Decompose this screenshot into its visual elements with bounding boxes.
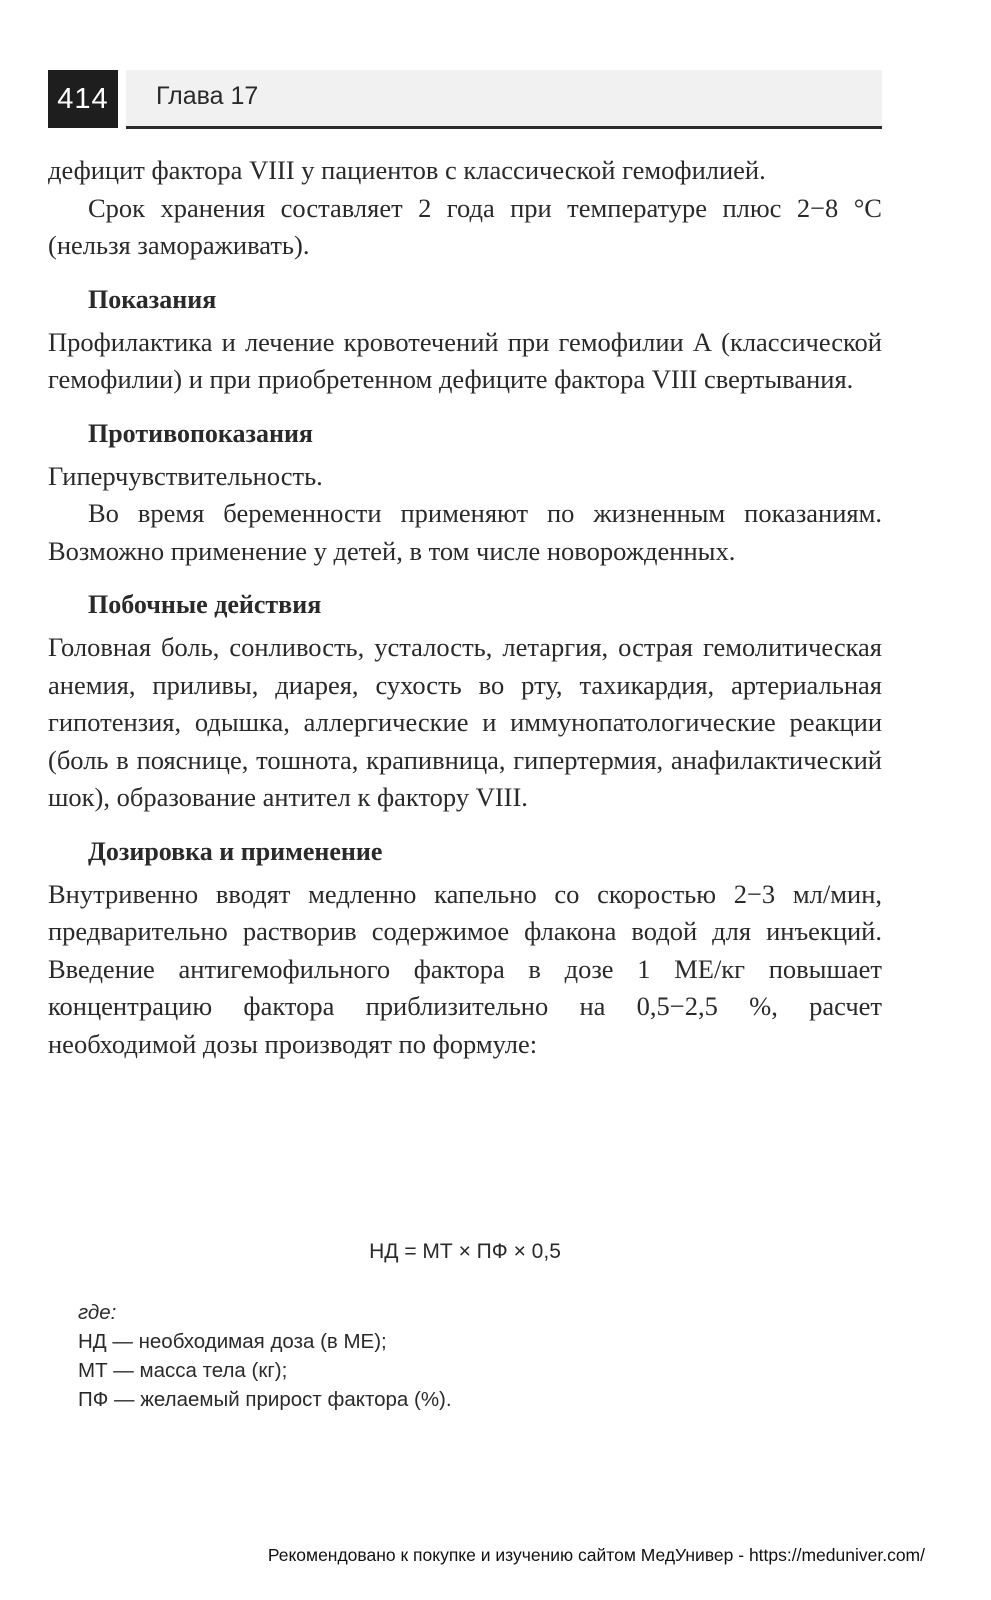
paragraph: Профилактика и лечение кровотечений при гемофилии А (классической гемофилии) и при приобретенном дефиците фактора VIII свертывания. bbox=[48, 326, 882, 394]
paragraph: Срок хранения составляет 2 года при температуре плюс 2−8 °С (нельзя замораживать). bbox=[48, 192, 882, 260]
section-heading-dosage: Дозировка и применение bbox=[88, 836, 383, 866]
formula-legend bbox=[78, 1298, 452, 1414]
page-content bbox=[48, 152, 882, 1063]
paragraph: Головная боль, сонливость, усталость, летаргия, острая гемолитическая анемия, приливы, диарея, сухость во рту, тахикардия, артериальная гипотензия, одышка, аллергические и иммунопатологические реакции (боль в пояснице, тошнота, крапивница, гипертермия, анафилактический шок), образование антител к фактору VIII. bbox=[48, 632, 882, 812]
legend-where: где: bbox=[78, 1301, 117, 1324]
paragraph: Во время беременности применяют по жизненным показаниям. Возможно применение у детей, в том числе новорожденных. bbox=[48, 498, 882, 566]
page-header bbox=[48, 70, 882, 130]
section-heading-indications: Показания bbox=[88, 284, 217, 314]
legend-item: НД — необходимая доза (в МЕ); bbox=[78, 1330, 387, 1353]
paragraph: дефицит фактора VIII у пациентов с классической гемофилией. bbox=[48, 155, 766, 185]
page-number: 414 bbox=[48, 70, 118, 128]
legend-item: ПФ — желаемый прирост фактора (%). bbox=[78, 1388, 452, 1411]
section-heading-side-effects: Побочные действия bbox=[88, 590, 322, 619]
section-heading-contraindications: Противопоказания bbox=[88, 418, 313, 448]
paragraph: Внутривенно вводят медленно капельно со скоростью 2−3 мл/мин, предварительно растворив содержимое флакона водой для инъекций. Введение антигемофильного фактора в дозе 1 МЕ/кг повышает концентрацию фактора приблизительно на 0,5−2,5 %, расчет необходимой дозы производят по формуле: bbox=[48, 878, 882, 1059]
chapter-bar bbox=[126, 70, 882, 129]
paragraph: Гиперчувствительность. bbox=[48, 460, 323, 491]
footer-note: Рекомендовано к покупке и изучению сайтом МедУнивер - https://meduniver.com/ bbox=[267, 1545, 925, 1565]
legend-item: МТ — масса тела (кг); bbox=[78, 1359, 288, 1382]
dose-formula: НД = МТ × ПФ × 0,5 bbox=[369, 1240, 561, 1263]
chapter-title: Глава 17 bbox=[156, 82, 259, 110]
